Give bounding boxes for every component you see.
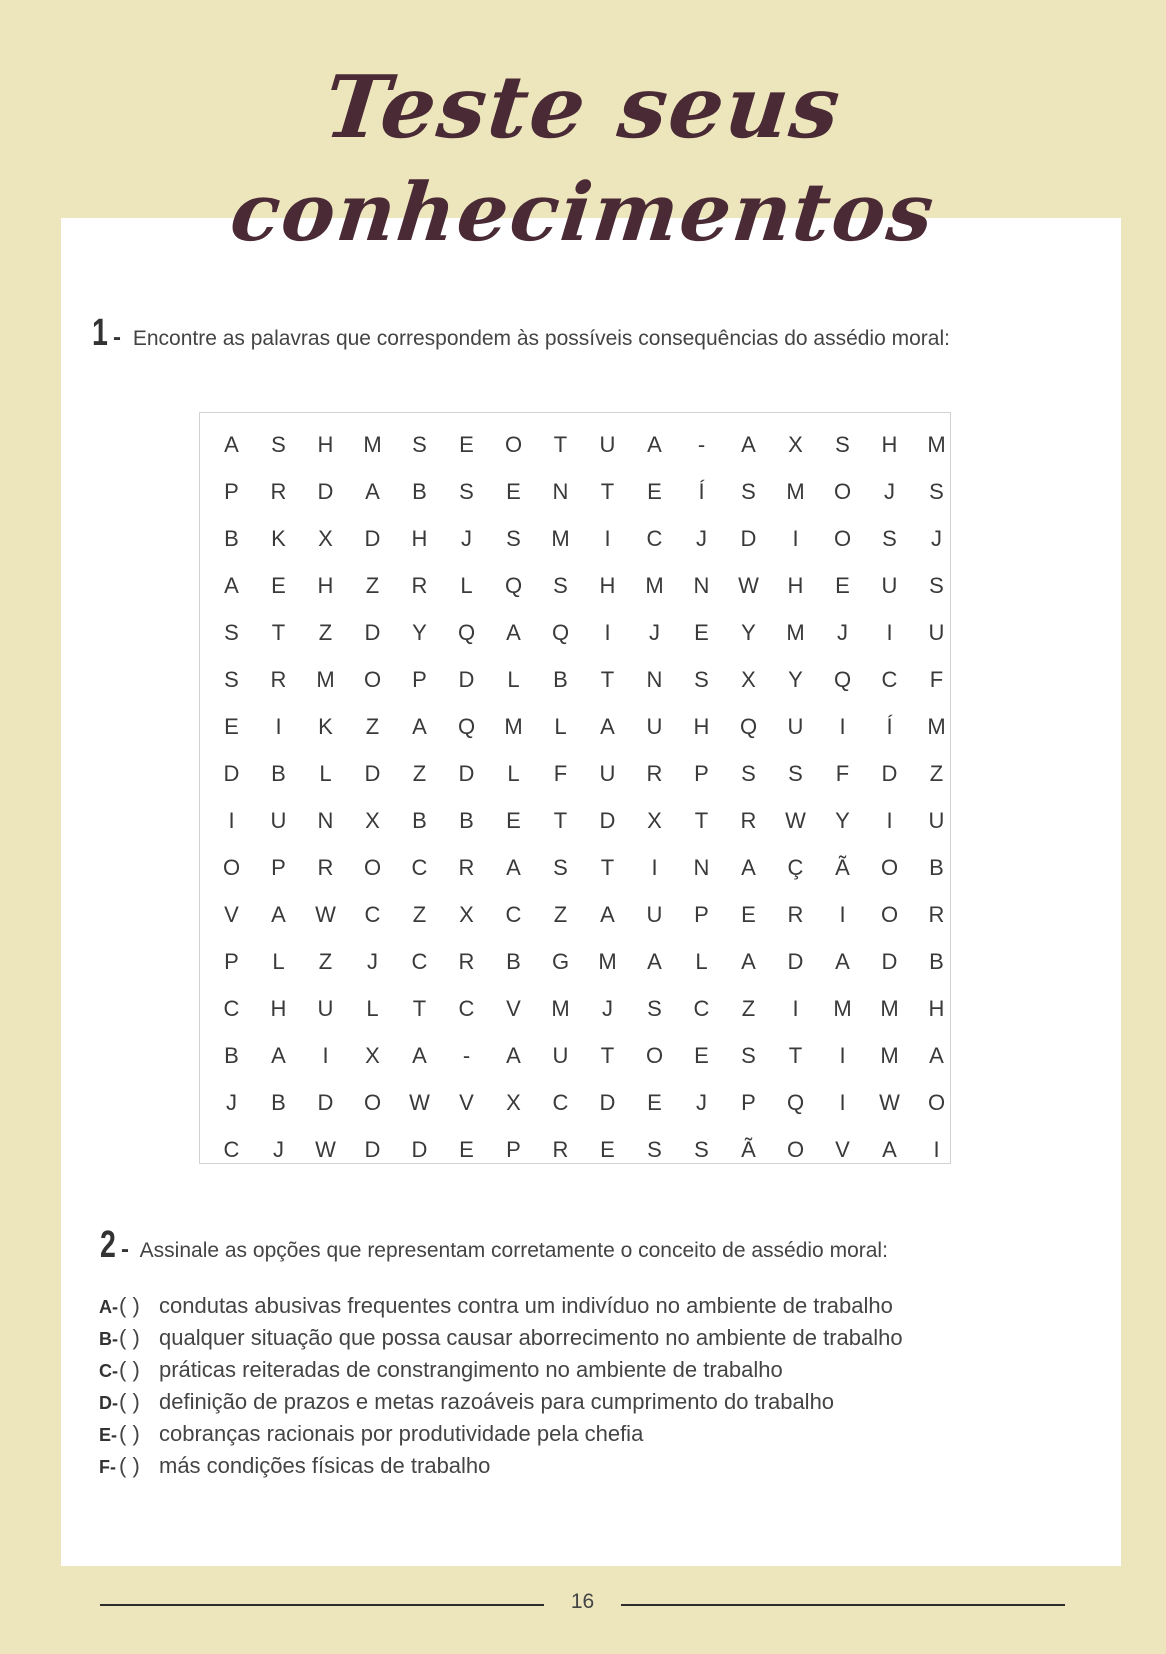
grid-cell[interactable]: J xyxy=(931,525,942,551)
grid-cell[interactable]: J xyxy=(461,525,472,551)
grid-cell[interactable]: E xyxy=(694,619,709,645)
grid-cell[interactable]: Ã xyxy=(741,1136,756,1162)
grid-cell[interactable]: I xyxy=(839,1089,846,1115)
page-title-line-1: Teste seus xyxy=(319,57,847,158)
grid-cell[interactable]: P xyxy=(412,666,427,692)
grid-cell[interactable]: L xyxy=(366,995,379,1021)
grid-cell[interactable]: S xyxy=(741,1042,756,1068)
grid-cell[interactable]: P xyxy=(506,1136,521,1162)
grid-cell[interactable]: R xyxy=(317,854,334,880)
option-checkbox[interactable]: ( ) xyxy=(119,1453,140,1478)
option-checkbox[interactable]: ( ) xyxy=(119,1421,140,1446)
grid-cell[interactable]: Q xyxy=(551,619,570,645)
grid-cell[interactable]: I xyxy=(839,1042,846,1068)
grid-cell[interactable]: X xyxy=(741,666,756,692)
grid-cell[interactable]: A xyxy=(271,1042,286,1068)
grid-cell[interactable]: O xyxy=(363,854,382,880)
grid-cell[interactable]: A xyxy=(506,854,521,880)
grid-cell[interactable]: A xyxy=(412,713,427,739)
grid-cell[interactable]: M xyxy=(551,525,570,551)
grid-cell[interactable]: L xyxy=(272,948,285,974)
word-search-box xyxy=(199,412,951,1164)
option-letter: E- xyxy=(99,1425,117,1445)
grid-cell[interactable]: A xyxy=(741,854,756,880)
grid-cell[interactable]: D xyxy=(458,666,475,692)
grid-cell[interactable]: A xyxy=(506,619,521,645)
grid-cell[interactable]: R xyxy=(646,760,663,786)
grid-cell[interactable]: N xyxy=(693,854,710,880)
option-letter: F- xyxy=(99,1457,116,1477)
grid-cell[interactable]: G xyxy=(551,948,570,974)
option-letter: C- xyxy=(99,1361,118,1381)
grid-cell[interactable]: O xyxy=(880,901,899,927)
grid-cell[interactable]: T xyxy=(600,1042,615,1068)
grid-cell[interactable]: S xyxy=(929,572,944,598)
grid-cell[interactable]: J xyxy=(696,1089,707,1115)
grid-cell[interactable]: M xyxy=(786,478,805,504)
grid-cell[interactable]: O xyxy=(363,666,382,692)
grid-cell[interactable]: M xyxy=(645,572,664,598)
grid-cell[interactable]: S xyxy=(929,478,944,504)
grid-cell[interactable]: P xyxy=(271,854,286,880)
grid-cell[interactable]: D xyxy=(458,760,475,786)
grid-cell[interactable]: H xyxy=(881,431,898,457)
footer-divider-left xyxy=(100,1604,544,1606)
grid-cell[interactable]: W xyxy=(409,1089,430,1115)
grid-cell[interactable]: S xyxy=(741,478,756,504)
grid-cell[interactable]: X xyxy=(459,901,474,927)
grid-cell[interactable]: S xyxy=(553,572,568,598)
grid-cell[interactable]: E xyxy=(506,807,521,833)
grid-cell[interactable]: B xyxy=(224,525,239,551)
grid-cell[interactable]: T xyxy=(553,807,568,833)
grid-cell[interactable]: A xyxy=(506,1042,521,1068)
grid-cell[interactable]: E xyxy=(835,572,850,598)
grid-cell[interactable]: I xyxy=(933,1136,940,1162)
option-checkbox[interactable]: ( ) xyxy=(119,1293,140,1318)
grid-cell[interactable]: Q xyxy=(739,713,758,739)
option-letter: A- xyxy=(99,1297,118,1317)
grid-cell[interactable]: D xyxy=(787,948,804,974)
grid-cell[interactable]: I xyxy=(604,525,611,551)
grid-cell[interactable]: M xyxy=(833,995,852,1021)
grid-cell[interactable]: B xyxy=(412,807,427,833)
grid-cell[interactable]: K xyxy=(271,525,286,551)
grid-cell[interactable]: W xyxy=(315,1136,336,1162)
grid-cell[interactable]: O xyxy=(927,1089,946,1115)
grid-cell[interactable]: T xyxy=(271,619,286,645)
grid-cell[interactable]: O xyxy=(504,431,523,457)
grid-cell[interactable]: A xyxy=(600,713,615,739)
grid-cell[interactable]: T xyxy=(412,995,427,1021)
grid-cell[interactable]: Z xyxy=(318,619,333,645)
option-letter: B- xyxy=(99,1329,118,1349)
question-2-number: 2 xyxy=(100,1224,116,1266)
grid-cell[interactable]: W xyxy=(879,1089,900,1115)
grid-cell[interactable]: O xyxy=(833,478,852,504)
grid-cell[interactable]: R xyxy=(787,901,804,927)
grid-cell[interactable]: J xyxy=(226,1089,237,1115)
grid-cell[interactable]: W xyxy=(315,901,336,927)
grid-cell[interactable]: Q xyxy=(457,713,476,739)
grid-cell[interactable]: R xyxy=(458,854,475,880)
grid-cell[interactable]: A xyxy=(647,431,662,457)
grid-cell[interactable]: X xyxy=(365,1042,380,1068)
grid-cell[interactable]: Y xyxy=(835,807,850,833)
grid-cell[interactable]: T xyxy=(600,854,615,880)
grid-cell[interactable]: X xyxy=(788,431,803,457)
grid-cell[interactable]: S xyxy=(694,1136,709,1162)
grid-cell[interactable]: N xyxy=(552,478,569,504)
grid-cell[interactable]: E xyxy=(224,713,239,739)
grid-cell[interactable]: B xyxy=(271,760,286,786)
grid-cell[interactable]: Z xyxy=(365,713,380,739)
grid-cell[interactable]: W xyxy=(785,807,806,833)
grid-cell[interactable]: H xyxy=(317,572,334,598)
grid-cell[interactable]: E xyxy=(741,901,756,927)
grid-cell[interactable]: R xyxy=(411,572,428,598)
grid-cell[interactable]: E xyxy=(459,431,474,457)
grid-cell[interactable]: C xyxy=(223,995,240,1021)
grid-cell[interactable]: J xyxy=(649,619,660,645)
footer-divider-right xyxy=(621,1604,1065,1606)
grid-cell[interactable]: E xyxy=(506,478,521,504)
grid-cell[interactable]: D xyxy=(364,525,381,551)
option-d[interactable] xyxy=(99,1386,903,1418)
grid-cell[interactable]: M xyxy=(880,995,899,1021)
grid-cell[interactable]: H xyxy=(317,431,334,457)
grid-cell[interactable]: A xyxy=(741,431,756,457)
grid-cell[interactable]: A xyxy=(647,948,662,974)
option-text: más condições físicas de trabalho xyxy=(159,1453,491,1478)
grid-cell[interactable]: S xyxy=(506,525,521,551)
grid-cell[interactable]: O xyxy=(645,1042,664,1068)
grid-cell[interactable]: N xyxy=(646,666,663,692)
grid-cell[interactable]: M xyxy=(598,948,617,974)
grid-cell[interactable]: M xyxy=(927,431,946,457)
grid-cell[interactable]: U xyxy=(928,807,945,833)
grid-cell[interactable]: U xyxy=(646,713,663,739)
grid-cell[interactable]: D xyxy=(881,760,898,786)
grid-cell[interactable]: I xyxy=(322,1042,329,1068)
grid-cell[interactable]: A xyxy=(412,1042,427,1068)
grid-cell[interactable]: O xyxy=(786,1136,805,1162)
grid-cell[interactable]: E xyxy=(694,1042,709,1068)
grid-cell[interactable]: P xyxy=(224,478,239,504)
grid-cell[interactable]: C xyxy=(223,1136,240,1162)
grid-cell[interactable]: H xyxy=(787,572,804,598)
grid-cell[interactable]: H xyxy=(411,525,428,551)
page-number: 16 xyxy=(570,1590,595,1613)
grid-cell[interactable]: Q xyxy=(457,619,476,645)
grid-cell[interactable]: D xyxy=(317,1089,334,1115)
grid-cell[interactable]: A xyxy=(741,948,756,974)
option-text: definição de prazos e metas razoáveis para cumprimento do trabalho xyxy=(159,1389,835,1414)
grid-cell[interactable]: R xyxy=(270,478,287,504)
grid-cell[interactable]: U xyxy=(787,713,804,739)
grid-cell[interactable]: B xyxy=(929,948,944,974)
grid-cell[interactable]: Y xyxy=(741,619,756,645)
grid-cell[interactable]: A xyxy=(271,901,286,927)
grid-cell[interactable]: O xyxy=(833,525,852,551)
grid-cell[interactable]: R xyxy=(458,948,475,974)
grid-cell[interactable]: Q xyxy=(504,572,523,598)
grid-cell[interactable]: A xyxy=(224,431,239,457)
grid-cell[interactable]: B xyxy=(929,854,944,880)
grid-cell[interactable]: Y xyxy=(412,619,427,645)
grid-cell[interactable]: O xyxy=(363,1089,382,1115)
option-f[interactable] xyxy=(99,1450,903,1482)
grid-cell[interactable]: M xyxy=(316,666,335,692)
grid-cell[interactable]: C xyxy=(552,1089,569,1115)
grid-cell[interactable]: L xyxy=(507,666,520,692)
grid-cell[interactable]: Z xyxy=(365,572,380,598)
grid-cell[interactable]: U xyxy=(928,619,945,645)
option-c[interactable] xyxy=(99,1354,903,1386)
grid-cell[interactable]: U xyxy=(599,431,616,457)
grid-cell[interactable]: S xyxy=(224,666,239,692)
grid-cell[interactable]: X xyxy=(318,525,333,551)
grid-cell[interactable]: K xyxy=(318,713,333,739)
grid-cell[interactable]: H xyxy=(928,995,945,1021)
grid-cell[interactable]: E xyxy=(271,572,286,598)
grid-cell[interactable]: B xyxy=(412,478,427,504)
option-a[interactable] xyxy=(99,1290,903,1322)
grid-cell[interactable]: Q xyxy=(833,666,852,692)
grid-cell[interactable]: T xyxy=(600,666,615,692)
grid-cell[interactable]: D xyxy=(223,760,240,786)
grid-cell[interactable]: D xyxy=(411,1136,428,1162)
question-2-separator: - xyxy=(120,1236,129,1263)
question-1-separator: - xyxy=(112,324,121,351)
grid-cell[interactable]: F xyxy=(929,666,944,692)
option-checkbox[interactable]: ( ) xyxy=(119,1389,140,1414)
grid-cell[interactable]: L xyxy=(319,760,332,786)
grid-cell[interactable]: S xyxy=(647,1136,662,1162)
grid-cell[interactable]: D xyxy=(599,807,616,833)
grid-cell[interactable]: T xyxy=(553,431,568,457)
question-2-text: Assinale as opções que representam corretamente o conceito de assédio moral: xyxy=(139,1239,888,1262)
answer-options xyxy=(99,1290,903,1482)
grid-cell[interactable]: R xyxy=(270,666,287,692)
grid-cell[interactable]: C xyxy=(411,948,428,974)
grid-cell[interactable]: P xyxy=(694,901,709,927)
grid-cell[interactable]: V xyxy=(506,995,521,1021)
grid-cell[interactable]: I xyxy=(886,807,893,833)
grid-cell[interactable]: S xyxy=(412,431,427,457)
grid-cell[interactable]: T xyxy=(788,1042,803,1068)
grid-cell[interactable]: Z xyxy=(553,901,568,927)
grid-cell[interactable]: I xyxy=(792,995,799,1021)
grid-cell[interactable]: V xyxy=(459,1089,474,1115)
grid-cell[interactable]: Z xyxy=(412,901,427,927)
grid-cell[interactable]: Z xyxy=(741,995,756,1021)
grid-cell[interactable]: Í xyxy=(698,478,705,504)
grid-cell[interactable]: R xyxy=(552,1136,569,1162)
grid-cell[interactable]: - xyxy=(462,1042,471,1068)
grid-cell[interactable]: Z xyxy=(929,760,944,786)
grid-cell[interactable]: Y xyxy=(788,666,803,692)
grid-cell[interactable]: L xyxy=(554,713,567,739)
grid-cell[interactable]: C xyxy=(364,901,381,927)
grid-cell[interactable]: U xyxy=(881,572,898,598)
grid-cell[interactable]: L xyxy=(460,572,473,598)
grid-cell[interactable]: H xyxy=(599,572,616,598)
grid-cell[interactable]: X xyxy=(506,1089,521,1115)
grid-cell[interactable]: S xyxy=(271,431,286,457)
grid-cell[interactable]: S xyxy=(835,431,850,457)
grid-cell[interactable]: H xyxy=(693,713,710,739)
grid-cell[interactable]: I xyxy=(886,619,893,645)
grid-cell[interactable]: I xyxy=(604,619,611,645)
grid-cell[interactable]: B xyxy=(506,948,521,974)
grid-cell[interactable]: J xyxy=(367,948,378,974)
grid-cell[interactable]: D xyxy=(740,525,757,551)
grid-cell[interactable]: W xyxy=(738,572,759,598)
option-checkbox[interactable]: ( ) xyxy=(119,1357,140,1382)
grid-cell[interactable]: V xyxy=(224,901,239,927)
grid-cell[interactable]: A xyxy=(224,572,239,598)
grid-cell[interactable]: U xyxy=(599,760,616,786)
grid-cell[interactable]: P xyxy=(694,760,709,786)
grid-cell[interactable]: O xyxy=(222,854,241,880)
grid-cell[interactable]: M xyxy=(363,431,382,457)
option-text: cobranças racionais por produtividade pela chefia xyxy=(159,1421,644,1446)
grid-cell[interactable]: D xyxy=(364,1136,381,1162)
grid-cell[interactable]: T xyxy=(694,807,709,833)
option-e[interactable] xyxy=(99,1418,903,1450)
word-search-grid xyxy=(208,421,960,1173)
option-b[interactable] xyxy=(99,1322,903,1354)
grid-cell[interactable]: S xyxy=(224,619,239,645)
grid-cell[interactable]: B xyxy=(459,807,474,833)
grid-cell[interactable]: D xyxy=(881,948,898,974)
grid-cell[interactable]: L xyxy=(507,760,520,786)
grid-cell[interactable]: E xyxy=(647,1089,662,1115)
grid-cell[interactable]: A xyxy=(882,1136,897,1162)
grid-cell[interactable]: H xyxy=(270,995,287,1021)
option-text: práticas reiteradas de constrangimento no ambiente de trabalho xyxy=(159,1357,783,1382)
grid-cell[interactable]: I xyxy=(839,713,846,739)
grid-cell[interactable]: S xyxy=(694,666,709,692)
grid-cell[interactable]: C xyxy=(458,995,475,1021)
grid-cell[interactable]: S xyxy=(459,478,474,504)
grid-cell[interactable]: M xyxy=(927,713,946,739)
grid-cell[interactable]: F xyxy=(835,760,850,786)
grid-cell[interactable]: J xyxy=(837,619,848,645)
grid-cell[interactable]: J xyxy=(273,1136,284,1162)
grid-cell[interactable]: I xyxy=(651,854,658,880)
grid-cell[interactable]: A xyxy=(929,1042,944,1068)
grid-cell[interactable]: E xyxy=(647,478,662,504)
option-letter: D- xyxy=(99,1393,118,1413)
grid-cell[interactable]: P xyxy=(741,1089,756,1115)
option-text: condutas abusivas frequentes contra um indivíduo no ambiente de trabalho xyxy=(159,1293,893,1318)
grid-cell[interactable]: Ç xyxy=(787,854,804,880)
grid-cell[interactable]: C xyxy=(881,666,898,692)
grid-cell[interactable]: Ã xyxy=(835,854,850,880)
grid-cell[interactable]: X xyxy=(365,807,380,833)
grid-cell[interactable]: C xyxy=(411,854,428,880)
grid-cell[interactable]: S xyxy=(647,995,662,1021)
grid-cell[interactable]: U xyxy=(552,1042,569,1068)
grid-cell[interactable]: D xyxy=(364,760,381,786)
question-1-number: 1 xyxy=(92,312,108,354)
grid-cell[interactable]: U xyxy=(317,995,334,1021)
grid-cell[interactable]: J xyxy=(602,995,613,1021)
grid-cell[interactable]: A xyxy=(835,948,850,974)
grid-cell[interactable]: S xyxy=(741,760,756,786)
grid-cell[interactable]: C xyxy=(505,901,522,927)
grid-cell[interactable]: I xyxy=(275,713,282,739)
grid-cell[interactable]: Z xyxy=(412,760,427,786)
grid-cell[interactable]: U xyxy=(646,901,663,927)
grid-cell[interactable]: I xyxy=(228,807,235,833)
grid-cell[interactable]: N xyxy=(317,807,334,833)
grid-cell[interactable]: N xyxy=(693,572,710,598)
grid-cell[interactable]: Í xyxy=(886,713,893,739)
option-text: qualquer situação que possa causar aborrecimento no ambiente de trabalho xyxy=(159,1325,903,1350)
grid-cell[interactable]: B xyxy=(553,666,568,692)
option-checkbox[interactable]: ( ) xyxy=(119,1325,140,1350)
grid-cell[interactable]: R xyxy=(740,807,757,833)
grid-cell[interactable]: M xyxy=(551,995,570,1021)
grid-cell[interactable]: J xyxy=(696,525,707,551)
grid-cell[interactable]: V xyxy=(835,1136,850,1162)
grid-cell[interactable]: S xyxy=(553,854,568,880)
grid-cell[interactable]: R xyxy=(928,901,945,927)
grid-cell[interactable]: Z xyxy=(318,948,333,974)
grid-cell[interactable]: E xyxy=(459,1136,474,1162)
grid-cell[interactable]: F xyxy=(553,760,568,786)
grid-cell[interactable]: - xyxy=(697,431,706,457)
grid-cell[interactable]: S xyxy=(788,760,803,786)
grid-cell[interactable]: Q xyxy=(786,1089,805,1115)
question-1-text: Encontre as palavras que correspondem às possíveis consequências do assédio moral: xyxy=(132,327,950,350)
page-title-line-2: conhecimentos xyxy=(226,165,940,259)
grid-cell[interactable]: D xyxy=(317,478,334,504)
grid-cell[interactable]: B xyxy=(224,1042,239,1068)
question-1 xyxy=(92,312,950,355)
grid-cell[interactable]: L xyxy=(695,948,708,974)
question-2 xyxy=(100,1224,888,1267)
grid-cell[interactable]: T xyxy=(600,478,615,504)
grid-cell[interactable]: O xyxy=(880,854,899,880)
grid-cell[interactable]: S xyxy=(882,525,897,551)
grid-cell[interactable]: A xyxy=(600,901,615,927)
grid-cell[interactable]: I xyxy=(839,901,846,927)
grid-cell[interactable]: I xyxy=(792,525,799,551)
grid-cell[interactable]: A xyxy=(365,478,380,504)
grid-cell[interactable]: M xyxy=(880,1042,899,1068)
grid-cell[interactable]: J xyxy=(884,478,895,504)
grid-cell[interactable]: M xyxy=(504,713,523,739)
grid-cell[interactable]: B xyxy=(271,1089,286,1115)
grid-cell[interactable]: U xyxy=(270,807,287,833)
grid-cell[interactable]: D xyxy=(364,619,381,645)
grid-cell[interactable]: C xyxy=(693,995,710,1021)
grid-cell[interactable]: D xyxy=(599,1089,616,1115)
grid-cell[interactable]: X xyxy=(647,807,662,833)
grid-cell[interactable]: M xyxy=(786,619,805,645)
grid-cell[interactable]: P xyxy=(224,948,239,974)
grid-cell[interactable]: C xyxy=(646,525,663,551)
grid-cell[interactable]: E xyxy=(600,1136,615,1162)
